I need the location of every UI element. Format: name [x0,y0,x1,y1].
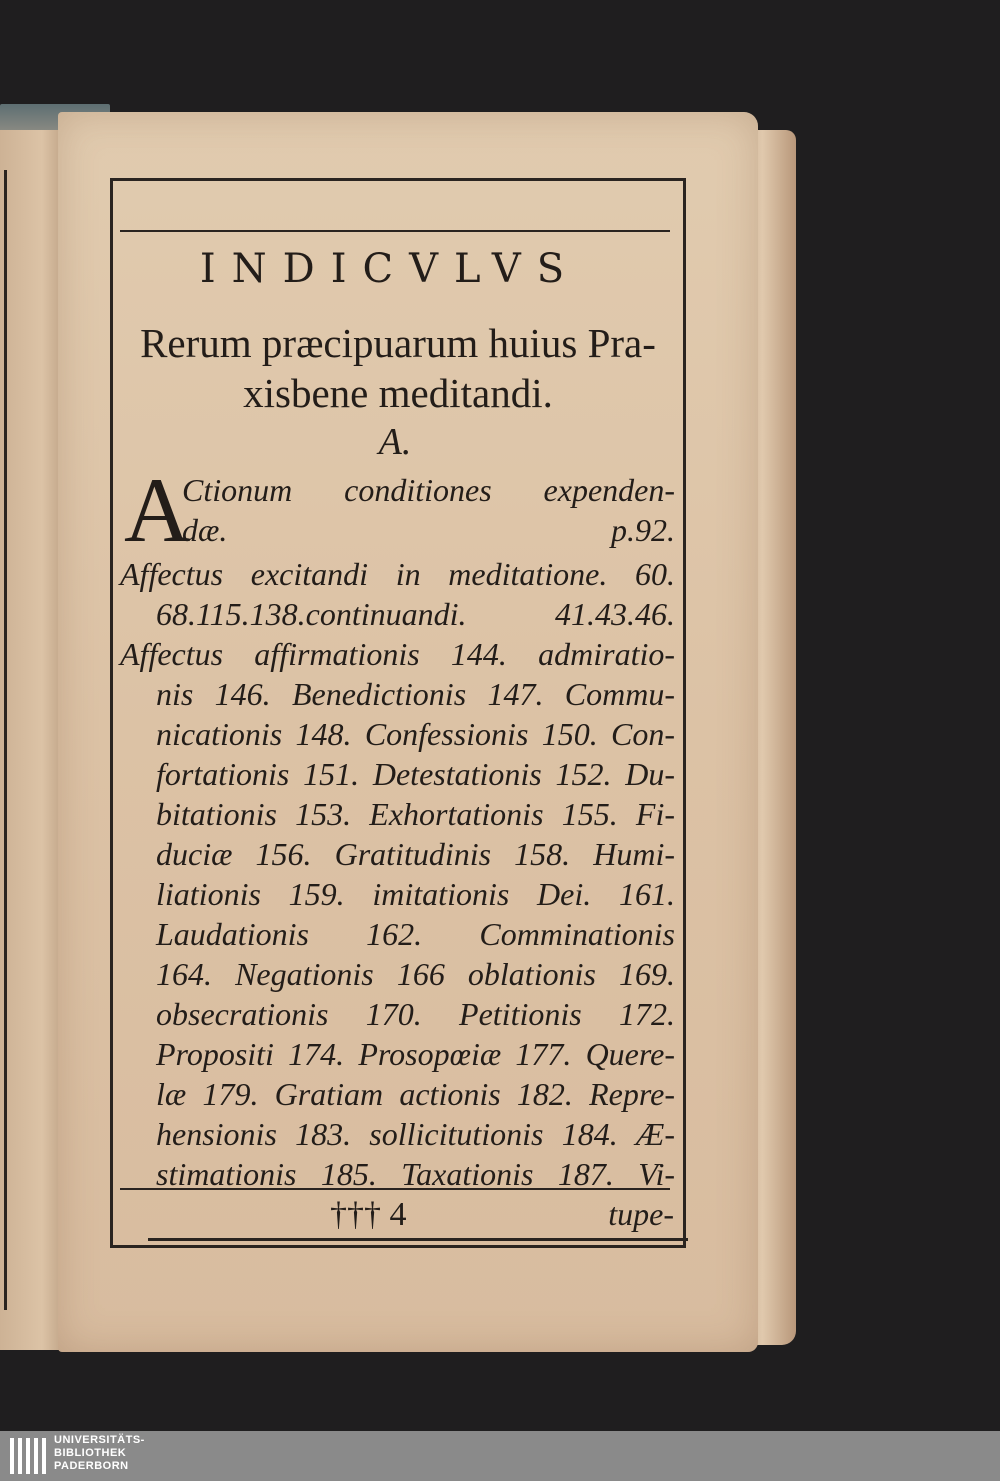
library-name [54,1434,254,1473]
library-name-line-3: PADERBORN [54,1460,129,1472]
index-line: Propositi 174. Prosopœiæ 177. Quere- [156,1036,675,1072]
section-heading: A. [378,421,412,463]
index-line: 68.115.138.continuandi. 41.43.46. [156,596,675,632]
index-line: dæ. p.92. [182,512,675,548]
page-title: INDICVLVS [199,246,581,292]
index-line: obsecrationis 170. Petitionis 172. [156,996,675,1032]
index-line: duciæ 156. Gratitudinis 158. Humi- [156,836,675,872]
index-line: liationis 159. imitationis Dei. 161. [156,876,675,912]
index-line: nicationis 148. Confessionis 150. Con- [156,716,675,752]
frame-top-rule [120,230,670,232]
signature-mark: ††† 4 [330,1196,407,1233]
library-name-line-2: BIBLIOTHEK [54,1447,127,1459]
index-line: 164. Negationis 166 oblationis 169. [156,956,675,992]
index-line: Affectus affirmationis 144. admiratio- [120,636,675,672]
page-subtitle [118,318,678,418]
library-logo-icon [8,1434,48,1478]
index-line: stimationis 185. Taxationis 187. Vi- [156,1156,675,1192]
index-line: fortationis 151. Detestationis 152. Du- [156,756,675,792]
drop-capital: A [124,459,191,561]
subtitle-line-2: xisbene meditandi. [243,370,553,416]
index-line: Laudationis 162. Comminationis [156,916,675,952]
index-line: nis 146. Benedictionis 147. Commu- [156,676,675,712]
frame-base-rule [148,1238,688,1241]
subtitle-line-1: Rerum præcipuarum huius Pra- [140,320,656,366]
index-line: Affectus excitandi in meditatione. 60. [120,556,675,592]
index-line: bitationis 153. Exhortationis 155. Fi- [156,796,675,832]
catchword: tupe- [608,1196,674,1232]
left-page-rule [4,170,13,1310]
index-line: læ 179. Gratiam actionis 182. Repre- [156,1076,675,1112]
index-line: hensionis 183. sollicitutionis 184. Æ- [156,1116,675,1152]
library-name-line-1: UNIVERSITÄTS- [54,1434,145,1446]
index-line: Ctionum conditiones expenden- [182,472,675,508]
